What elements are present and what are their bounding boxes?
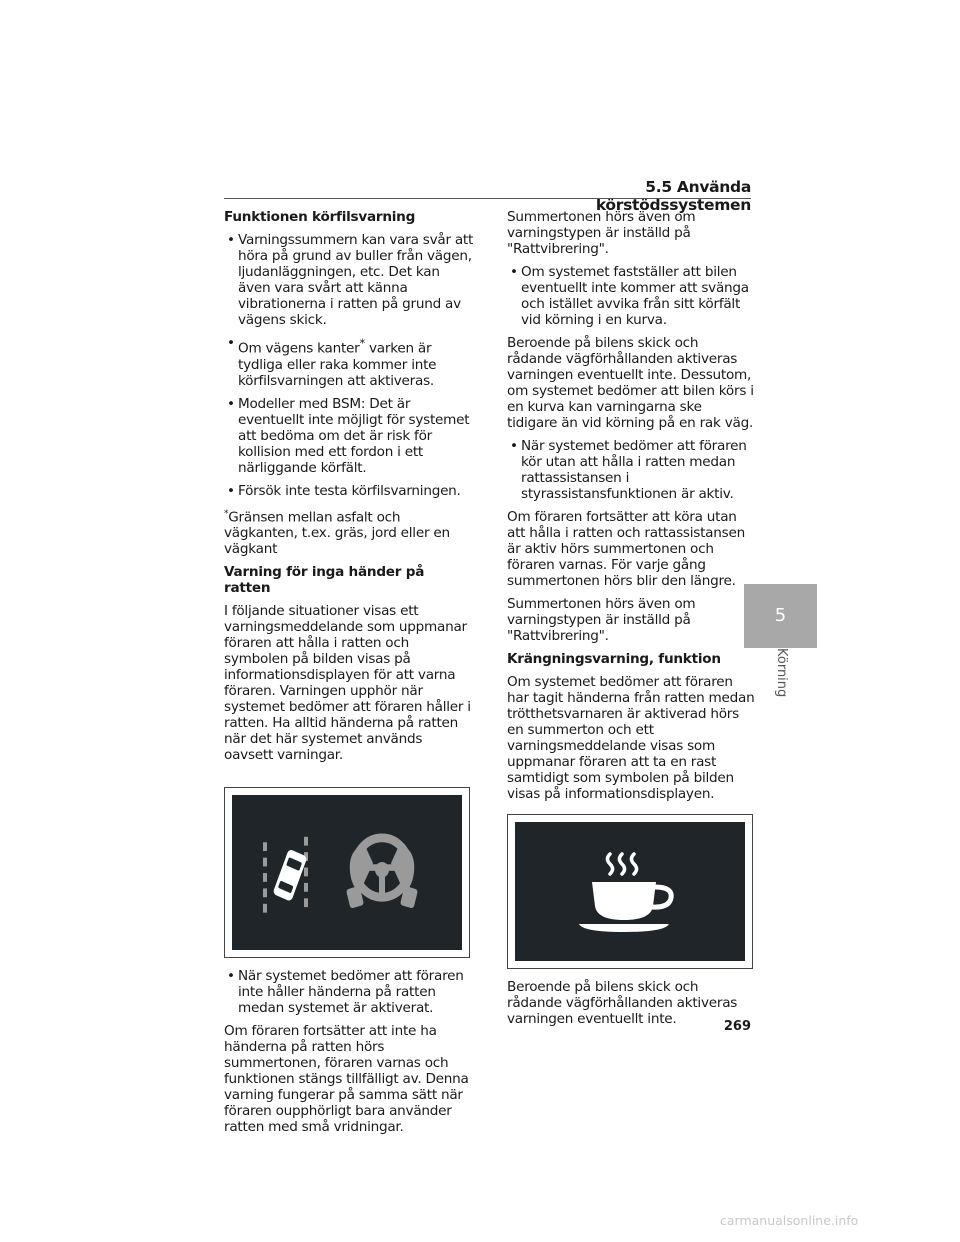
paragraph: I följande situationer visas ett varningsmeddelande som uppmanar föraren att hålla i ratten och symbolen på bilden visas på informationsdisplayen för att varna föraren. Varningen upphör när systemet bedömer att föraren håller i ratten. Ha alltid händerna på ratten när det här systemet används oavsett varningar.: [224, 603, 471, 764]
watermark: carmanualsonline.info: [720, 1213, 859, 1228]
paragraph: Om föraren fortsätter att köra utan att hålla i ratten och rattassistansen är aktiv hörs summertonen och föraren varnas. För varje gång summertonen hörs blir den längre.: [507, 509, 745, 589]
bullet-list-1: [224, 232, 474, 499]
left-column: [224, 209, 474, 1142]
bullet-list-2: [224, 968, 474, 1016]
heading-fatigue-warning: Krängningsvarning, funktion: [507, 651, 721, 667]
page-number: 269: [723, 1019, 751, 1034]
asterisk-marker: *: [359, 336, 365, 350]
heading-lane-warning: Funktionen körfilsvarning: [224, 209, 416, 225]
bullet-list-3: [507, 264, 755, 328]
list-item: • När systemet bedömer att föraren kör utan att hålla i ratten medan rattassistansen i styrassistansfunktionen är aktiv.: [507, 438, 755, 502]
figure-hands-on-wheel: [224, 787, 474, 958]
list-item: [224, 335, 474, 389]
paragraph: Om föraren fortsätter att inte ha händerna på ratten hörs summertonen, föraren varnas och funktionen stängs tillfälligt av. Denna varning fungerar på samma sätt när föraren oupphörligt bara använder ratten med små vridningar.: [224, 1023, 469, 1136]
figure-coffee-cup: [507, 814, 755, 969]
list-item: • När systemet bedömer att föraren inte håller händerna på ratten medan systemet är aktiverat.: [224, 968, 474, 1016]
footnote-marker: *: [224, 508, 229, 519]
footnote-text: Gränsen mellan asfalt och vägkanten, t.ex. gräs, jord eller en vägkant: [224, 509, 450, 558]
section-header: 5.5 Använda körstödssystemen: [595, 178, 751, 214]
right-column: [507, 209, 755, 1034]
paragraph: Beroende på bilens skick och rådande vägförhållanden aktiveras varningen eventuellt inte.: [507, 979, 738, 1027]
list-item: • Modeller med BSM: Det är eventuellt inte möjligt för systemet att bedöma om det är risk för kollision med ett fordon i ett närliggande körfält.: [224, 396, 474, 476]
chapter-label-text: Körning: [774, 648, 789, 698]
figure-frame: [224, 787, 470, 958]
info-display-screen: [232, 795, 462, 950]
list-item: • Försök inte testa körfilsvarningen.: [224, 483, 474, 499]
paragraph: Beroende på bilens skick och rådande vägförhållanden aktiveras varningen eventuellt inte. Dessutom, om systemet bedömer att bilen körs i en kurva kan varningarna ske tidigare än vid körning på en rak väg.: [507, 335, 754, 431]
list-item: • Om systemet fastställer att bilen eventuellt inte kommer att svänga och istället avvika från sitt körfält vid körning i en kurva.: [507, 264, 755, 328]
bullet-list-4: [507, 438, 755, 502]
paragraph: Om systemet bedömer att föraren har tagit händerna från ratten medan trötthetsvarnaren är aktiverad hörs en summerton och ett varningsmeddelande visas som uppmanar föraren att ta en rast samtidigt som symbolen på bilden visas på informationsdisplayen.: [507, 674, 755, 802]
bullet-text-suffix: varken är tydliga eller raka kommer inte körfilsvarningen att aktiveras.: [238, 340, 437, 389]
chapter-tab: 5: [744, 584, 817, 648]
figure-frame: [507, 814, 753, 969]
info-display-screen: [515, 822, 745, 961]
paragraph: Summertonen hörs även om varningstypen är inställd på "Rattvibrering".: [507, 209, 696, 257]
footnote: [224, 506, 474, 558]
header-divider: [224, 198, 751, 199]
bullet-text: Om vägens kanter: [238, 340, 360, 357]
list-item: • Varningssummern kan vara svår att höra på grund av buller från vägen, ljudanläggningen, etc. Det kan även vara svårt att känna vibrationerna i ratten på grund av vägens skick.: [224, 232, 474, 328]
heading-hands-warning: Varning för inga händer på ratten: [224, 564, 425, 597]
paragraph: Summertonen hörs även om varningstypen är inställd på "Rattvibrering".: [507, 596, 696, 644]
